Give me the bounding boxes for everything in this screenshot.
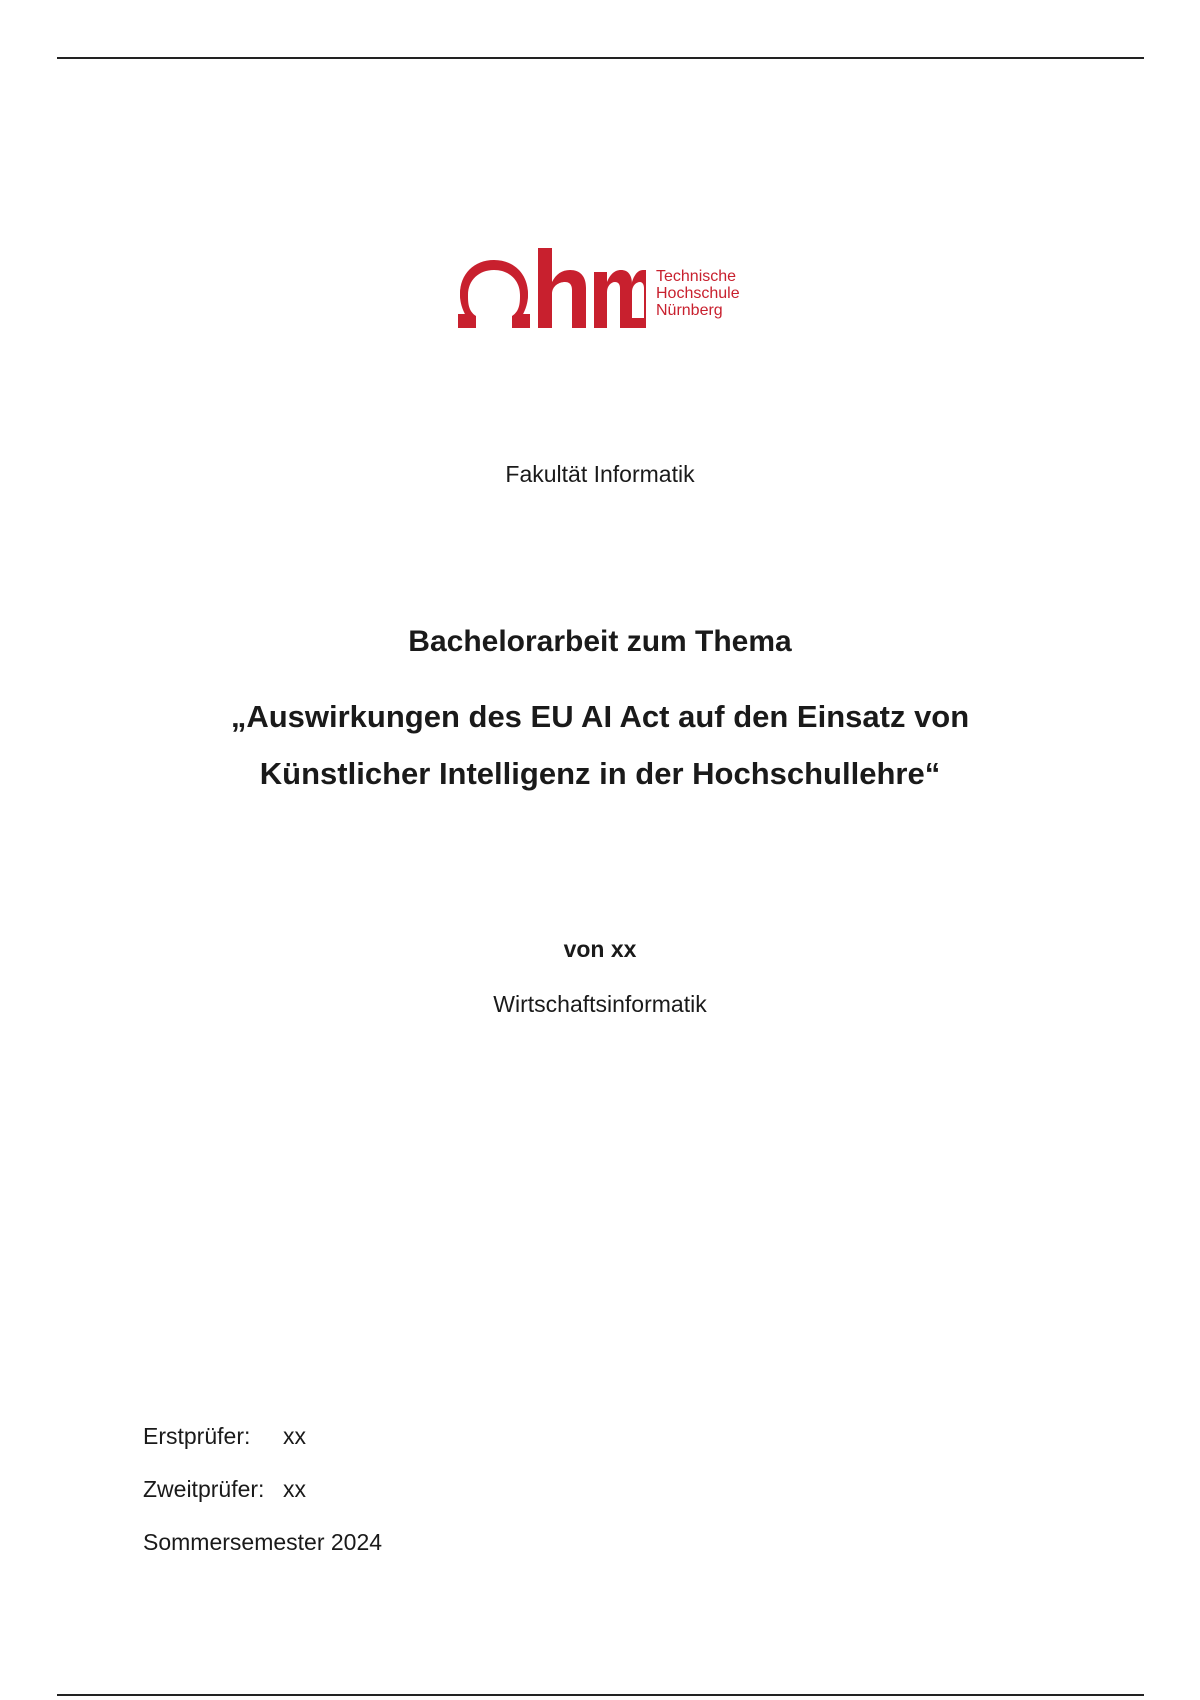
- university-logo: [456, 248, 756, 330]
- thesis-type-label: Bachelorarbeit zum Thema: [408, 625, 792, 658]
- first-examiner-row: [143, 1423, 382, 1476]
- logo-wordmark-text: [656, 268, 740, 319]
- thesis-title-line: Künstlicher Intelligenz in der Hochschullehre“: [259, 756, 941, 791]
- logo-line: Hochschule: [656, 285, 740, 302]
- second-examiner-row: [143, 1476, 382, 1529]
- first-examiner-value: xx: [283, 1423, 306, 1449]
- semester: Sommersemester 2024: [143, 1529, 383, 1555]
- ohm-logo-icon: [456, 248, 646, 330]
- thesis-title-line: „Auswirkungen des EU AI Act auf den Einsatz von: [230, 699, 970, 734]
- second-examiner-value: xx: [283, 1476, 306, 1502]
- top-rule: [57, 57, 1144, 59]
- examiner-block: [143, 1423, 382, 1582]
- faculty-name: Fakultät Informatik: [505, 461, 695, 487]
- second-examiner-label: Zweitprüfer:: [143, 1476, 265, 1502]
- first-examiner-label: Erstprüfer:: [143, 1423, 251, 1449]
- author: von xx: [563, 936, 637, 962]
- thesis-title: [0, 688, 1200, 802]
- logo-line: Nürnberg: [656, 302, 723, 319]
- study-program: Wirtschaftsinformatik: [493, 991, 707, 1017]
- logo-line: Technische: [656, 268, 737, 285]
- bottom-rule: [57, 1694, 1144, 1696]
